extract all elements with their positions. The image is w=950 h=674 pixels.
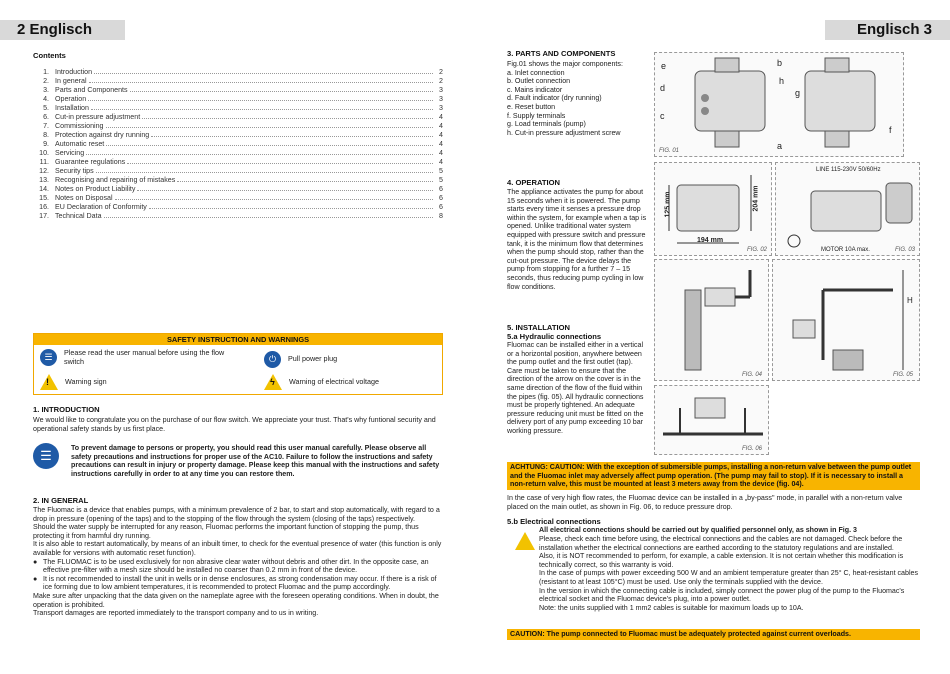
- toc-page: 4: [439, 149, 443, 157]
- safety-item-label: Warning of electrical voltage: [289, 376, 380, 386]
- callout-label: e: [661, 61, 667, 71]
- callout-label: h: [779, 76, 785, 86]
- toc-title: Commissioning: [55, 122, 104, 130]
- toc-number: 16.: [39, 203, 49, 211]
- intro-read-icon-box: ☰: [33, 443, 59, 469]
- electrical-text: Please, check each time before using, the electrical connections and the cables are not damaged. Check before the installation whether the electrical connections are earthed according to the statutory regulations and are installed. Also, it is NOT recommended to perform, for example, a cable extension. It is not certain whether this modification is technically correct, so this warranty is void. In the case of pumps with power exceeding 500 W and an ambient temperature greater than 25° C, heat-resistant cables (resistant to at least 105°C) must be used. Use only the terminals supplied with the device. In the version in which the connecting cable is included, simply connect the power plug of the pump to the Fluomac's electrical socket and the Fluomac device's plug, into a power outlet. Note: the units supplied with 1 mm2 cables is suitable for maximum loads up to 10A.: [539, 535, 919, 612]
- safety-pull-plug: [264, 351, 434, 368]
- toc-title: Protection against dry running: [55, 131, 150, 139]
- bypass-text: In the case of very high flow rates, the Fluomac device can be installed in a „by-pass" mode, in parallel with a non-return valve placed on the main outlet, as shown in Fig. 06, to reduce pressure drop.: [507, 494, 903, 511]
- general-paragraph: Transport damages are reported immediately to the transport company and to us in writing.: [33, 609, 319, 618]
- line-label: LINE 115-230V 50/60Hz: [816, 167, 881, 173]
- toc-row: [33, 158, 443, 167]
- toc-page: 3: [439, 95, 443, 103]
- toc-page: 4: [439, 131, 443, 139]
- toc-page: 4: [439, 113, 443, 121]
- toc-leader: [149, 203, 433, 209]
- general-paragraph: Should the water supply be interrupted for any reason, Fluomac performs the important function of stopping the pump, thus protecting it from harmful dry running.: [33, 523, 419, 540]
- figure-caption: FIG. 01: [659, 148, 680, 154]
- table-of-contents: [33, 68, 443, 221]
- safety-item-label: Pull power plug: [288, 354, 338, 364]
- toc-number: 9.: [43, 140, 49, 148]
- toc-number: 1.: [43, 68, 49, 76]
- parts-intro: Fig.01 shows the major components:: [507, 60, 623, 68]
- toc-page: 2: [439, 77, 443, 85]
- caution-nonreturn-valve: ACHTUNG: CAUTION: With the exception of submersible pumps, installing a non-return valve between the pump outlet and the Fluomac inlet may adversely affect pump operation. (The pump may fail to stop). If it is necessary to install a non-return valve, this must be mounted at least 3 meters away from the device (fig. 04).: [507, 462, 920, 490]
- electrical-subheading: 5.b Electrical connections: [507, 517, 601, 526]
- installation-drawing-horizontal: [773, 260, 921, 382]
- dimension-label: 194 mm: [697, 237, 724, 244]
- toc-page: 4: [439, 140, 443, 148]
- toc-page: 4: [439, 158, 443, 166]
- part-item: b. Outlet connection: [507, 77, 571, 86]
- toc-title: Cut-in pressure adjustment: [55, 113, 141, 121]
- toc-number: 3.: [43, 86, 49, 94]
- left-page-header: 2 Englisch: [17, 21, 93, 38]
- toc-page: 5: [439, 176, 443, 184]
- general-bullet: ● It is not recommended to install the unit in wells or in dense enclosures, as strong condensation may occur. If there is a risk of ice forming due to low ambient temperatures, it is recommended to protect Fluomac and the pump accordingly.: [33, 575, 445, 592]
- installation-drawing-vertical: [655, 260, 770, 382]
- parts-heading: 3. PARTS AND COMPONENTS: [507, 49, 616, 58]
- callout-label: b: [777, 58, 783, 68]
- figure-02: [654, 162, 772, 256]
- toc-row: [33, 149, 443, 158]
- toc-title: Recognising and repairing of mistakes: [55, 176, 176, 184]
- toc-title: Automatic reset: [55, 140, 105, 148]
- toc-row: [33, 104, 443, 113]
- general-paragraph: Make sure after unpacking that the data given on the nameplate agree with the foreseen operating conditions. When in doubt, the operation is prohibited.: [33, 591, 439, 609]
- toc-number: 11.: [39, 158, 49, 166]
- toc-row: [33, 203, 443, 212]
- toc-number: 17.: [39, 212, 49, 220]
- intro-text: We would like to congratulate you on the purchase of our flow switch. We appreciate your trust. That's why funtional security and operational safety stands by us first place.: [33, 416, 436, 433]
- part-item: f. Supply terminals: [507, 111, 566, 120]
- toc-number: 5.: [43, 104, 49, 112]
- electrical-warning-icon: [515, 532, 535, 550]
- callout-label: g: [795, 88, 801, 98]
- toc-page: 6: [439, 203, 443, 211]
- toc-leader: [88, 95, 433, 101]
- toc-leader: [91, 104, 433, 110]
- toc-leader: [89, 77, 433, 83]
- toc-number: 13.: [39, 176, 49, 184]
- callout-label: c: [660, 111, 665, 121]
- part-item: h. Cut-in pressure adjustment screw: [507, 128, 621, 137]
- motor-label: MOTOR 10A max.: [821, 247, 870, 253]
- toc-number: 15.: [39, 194, 49, 202]
- toc-title: Security tips: [55, 167, 94, 175]
- figure-caption: FIG. 02: [746, 247, 767, 253]
- operation-heading: 4. OPERATION: [507, 178, 561, 187]
- part-item: g. Load terminals (pump): [507, 120, 586, 129]
- toc-leader: [106, 122, 434, 128]
- bullet-text: The FLUOMAC is to be used exclusively for non abrasive clear water without debris and other dirt. In the opposite case, an effective pre-filter with a mesh size should be installed no coarser than 0.2 mm in front of the device.: [43, 557, 429, 575]
- figure-06: [654, 385, 769, 455]
- toc-title: Notes on Product Liability: [55, 185, 136, 193]
- toc-page: 6: [439, 185, 443, 193]
- safety-item-label: Warning sign: [65, 376, 107, 386]
- callout-label: a: [777, 141, 783, 151]
- toc-row: [33, 95, 443, 104]
- safety-warning-sign: [40, 374, 230, 390]
- figure-03: [775, 162, 920, 256]
- toc-row: [33, 113, 443, 122]
- bullet-text: It is not recommended to install the unit in wells or in dense enclosures, as strong condensation may occur. If there is a risk of ice forming due to low ambient temperatures, it is recommended to protect Fluomac and the pump accordingly.: [43, 574, 437, 592]
- toc-number: 10.: [39, 149, 49, 157]
- toc-page: 8: [439, 212, 443, 220]
- toc-number: 7.: [43, 122, 49, 130]
- toc-title: In general: [55, 77, 87, 85]
- part-item: a. Inlet connection: [507, 68, 565, 77]
- figure-caption: FIG. 04: [741, 372, 762, 378]
- warning-icon: !: [40, 374, 58, 390]
- toc-leader: [142, 113, 433, 119]
- intro-heading: 1. INTRODUCTION: [33, 405, 100, 414]
- right-page: [475, 0, 950, 674]
- toc-title: Operation: [55, 95, 87, 103]
- toc-row: [33, 122, 443, 131]
- caution-overload: CAUTION: The pump connected to Fluomac must be adequately protected against current overloads.: [507, 629, 920, 640]
- toc-number: 4.: [43, 95, 49, 103]
- height-label: H: [907, 296, 913, 305]
- pull-plug-icon: ⏻: [264, 351, 281, 368]
- safety-box: [33, 333, 443, 395]
- right-page-header: Englisch 3: [857, 21, 933, 38]
- toc-title: Technical Data: [55, 212, 102, 220]
- operation-text: The appliance activates the pump for about 15 seconds when it is powered. The pump starts every time it senses a pressure drop within the system, for example when a tap is opened. Unlike traditional water system equipped with pressure switch and pressure tank, it is the minimum flow that determines when the pump should stop, rather than the cut-out pressure. The device delays the pump from stopping for a further 7 – 15 seconds, thus reducing pump cycling in low flow conditions.: [507, 188, 647, 291]
- toc-page: 5: [439, 167, 443, 175]
- safety-title: SAFETY INSTRUCTION AND WARNINGS: [34, 334, 442, 345]
- toc-page: 6: [439, 194, 443, 202]
- toc-title: Servicing: [55, 149, 85, 157]
- toc-leader: [151, 131, 433, 137]
- toc-number: 2.: [43, 77, 49, 85]
- toc-row: [33, 167, 443, 176]
- toc-leader: [86, 149, 433, 155]
- general-heading: 2. IN GENERAL: [33, 496, 89, 505]
- figure-04: [654, 259, 769, 381]
- toc-row: [33, 194, 443, 203]
- read-manual-icon: ☰: [40, 349, 57, 366]
- toc-page: 2: [439, 68, 443, 76]
- hydraulic-subheading: 5.a Hydraulic connections: [507, 332, 602, 341]
- voltage-warning-icon: ϟ: [264, 374, 282, 390]
- toc-row: [33, 212, 443, 221]
- toc-leader: [177, 176, 433, 182]
- safety-item-label: Please read the user manual before using the flow switch: [64, 348, 225, 366]
- callout-label: d: [660, 83, 666, 93]
- toc-leader: [106, 140, 433, 146]
- part-item: d. Fault indicator (dry running): [507, 94, 602, 103]
- toc-row: [33, 140, 443, 149]
- toc-page: 4: [439, 122, 443, 130]
- toc-leader: [115, 194, 433, 200]
- toc-title: EU Declaration of Conformity: [55, 203, 147, 211]
- toc-page: 3: [439, 104, 443, 112]
- intro-bold-text: To prevent damage to persons or property, you should read this user manual carefully. Please observe all safety precautions and instructions for proper use of the AC10. Failure to follow the instructions and safety precautions can result in injury or property damage. Please keep this manual with the instructions and safety instructions carefully in order to at any time you can restore them.: [71, 444, 440, 478]
- electrical-bold-text: All electrical connections should be carried out by qualified personnel only, as shown in Fig. 3: [539, 526, 857, 534]
- figure-01: [654, 52, 904, 157]
- dimension-label: 125 mm: [664, 191, 672, 218]
- toc-title: Installation: [55, 104, 89, 112]
- figure-caption: FIG. 06: [741, 446, 762, 452]
- toc-number: 6.: [43, 113, 49, 121]
- toc-leader: [137, 185, 433, 191]
- wiring-drawing: [776, 163, 921, 257]
- part-item: e. Reset button: [507, 102, 556, 111]
- installation-text: Fluomac can be installed either in a vertical or a horizontal position, anywhere between the pump outlet and the first outlet (tap). Care must be taken to ensure that the direction of the arrow on the cover is in the same direction of the flow of the fluid within the pipes (fig. 05). All hydraulic connections must be properly tightened. An adequate pressure reducing unit must be fitted on the delivery port of any pump exceeding 10 bar working pressure.: [507, 341, 644, 435]
- toc-row: [33, 68, 443, 77]
- toc-title: Notes on Disposal: [55, 194, 113, 202]
- callout-label: f: [889, 125, 892, 135]
- installation-heading: 5. INSTALLATION: [507, 323, 570, 332]
- toc-title: Introduction: [55, 68, 93, 76]
- general-text: [33, 506, 445, 618]
- toc-number: 12.: [39, 167, 49, 175]
- toc-row: [33, 185, 443, 194]
- parts-list: [507, 60, 647, 137]
- toc-leader: [127, 158, 433, 164]
- toc-number: 14.: [39, 185, 49, 193]
- toc-row: [33, 176, 443, 185]
- toc-row: [33, 131, 443, 140]
- general-paragraph: The Fluomac is a device that enables pumps, with a minimum prevalence of 2 bar, to start and stop automatically, with regard to a drop in pressure (opening of the taps) and to the stopping of the flow through the system (closing of the taps) respectively.: [33, 506, 440, 523]
- figure-caption: FIG. 03: [894, 247, 915, 253]
- figure-caption: FIG. 05: [892, 372, 913, 378]
- contents-title: Contents: [33, 51, 66, 60]
- part-item: c. Mains indicator: [507, 85, 563, 94]
- general-bullet: ● The FLUOMAC is to be used exclusively for non abrasive clear water without debris and other dirt. In the opposite case, an effective pre-filter with a mesh size should be installed no coarser than 0.2 mm in front of the device.: [33, 558, 445, 575]
- dimension-label: 204 mm: [752, 185, 760, 212]
- safety-voltage: [264, 374, 434, 390]
- safety-read-manual: [40, 349, 230, 366]
- toc-leader: [104, 212, 433, 218]
- toc-number: 8.: [43, 131, 49, 139]
- toc-leader: [96, 167, 433, 173]
- toc-leader: [130, 86, 433, 92]
- toc-row: [33, 86, 443, 95]
- toc-title: Guarantee regulations: [55, 158, 126, 166]
- toc-page: 3: [439, 86, 443, 94]
- figure-05: [772, 259, 920, 381]
- toc-row: [33, 77, 443, 86]
- toc-leader: [94, 68, 433, 74]
- general-paragraph: It is also able to restart automatically, by means of an inbuilt timer, to check for the eventual presence of water (this function is only available for versions with automatic reset function).: [33, 540, 442, 557]
- toc-title: Parts and Components: [55, 86, 128, 94]
